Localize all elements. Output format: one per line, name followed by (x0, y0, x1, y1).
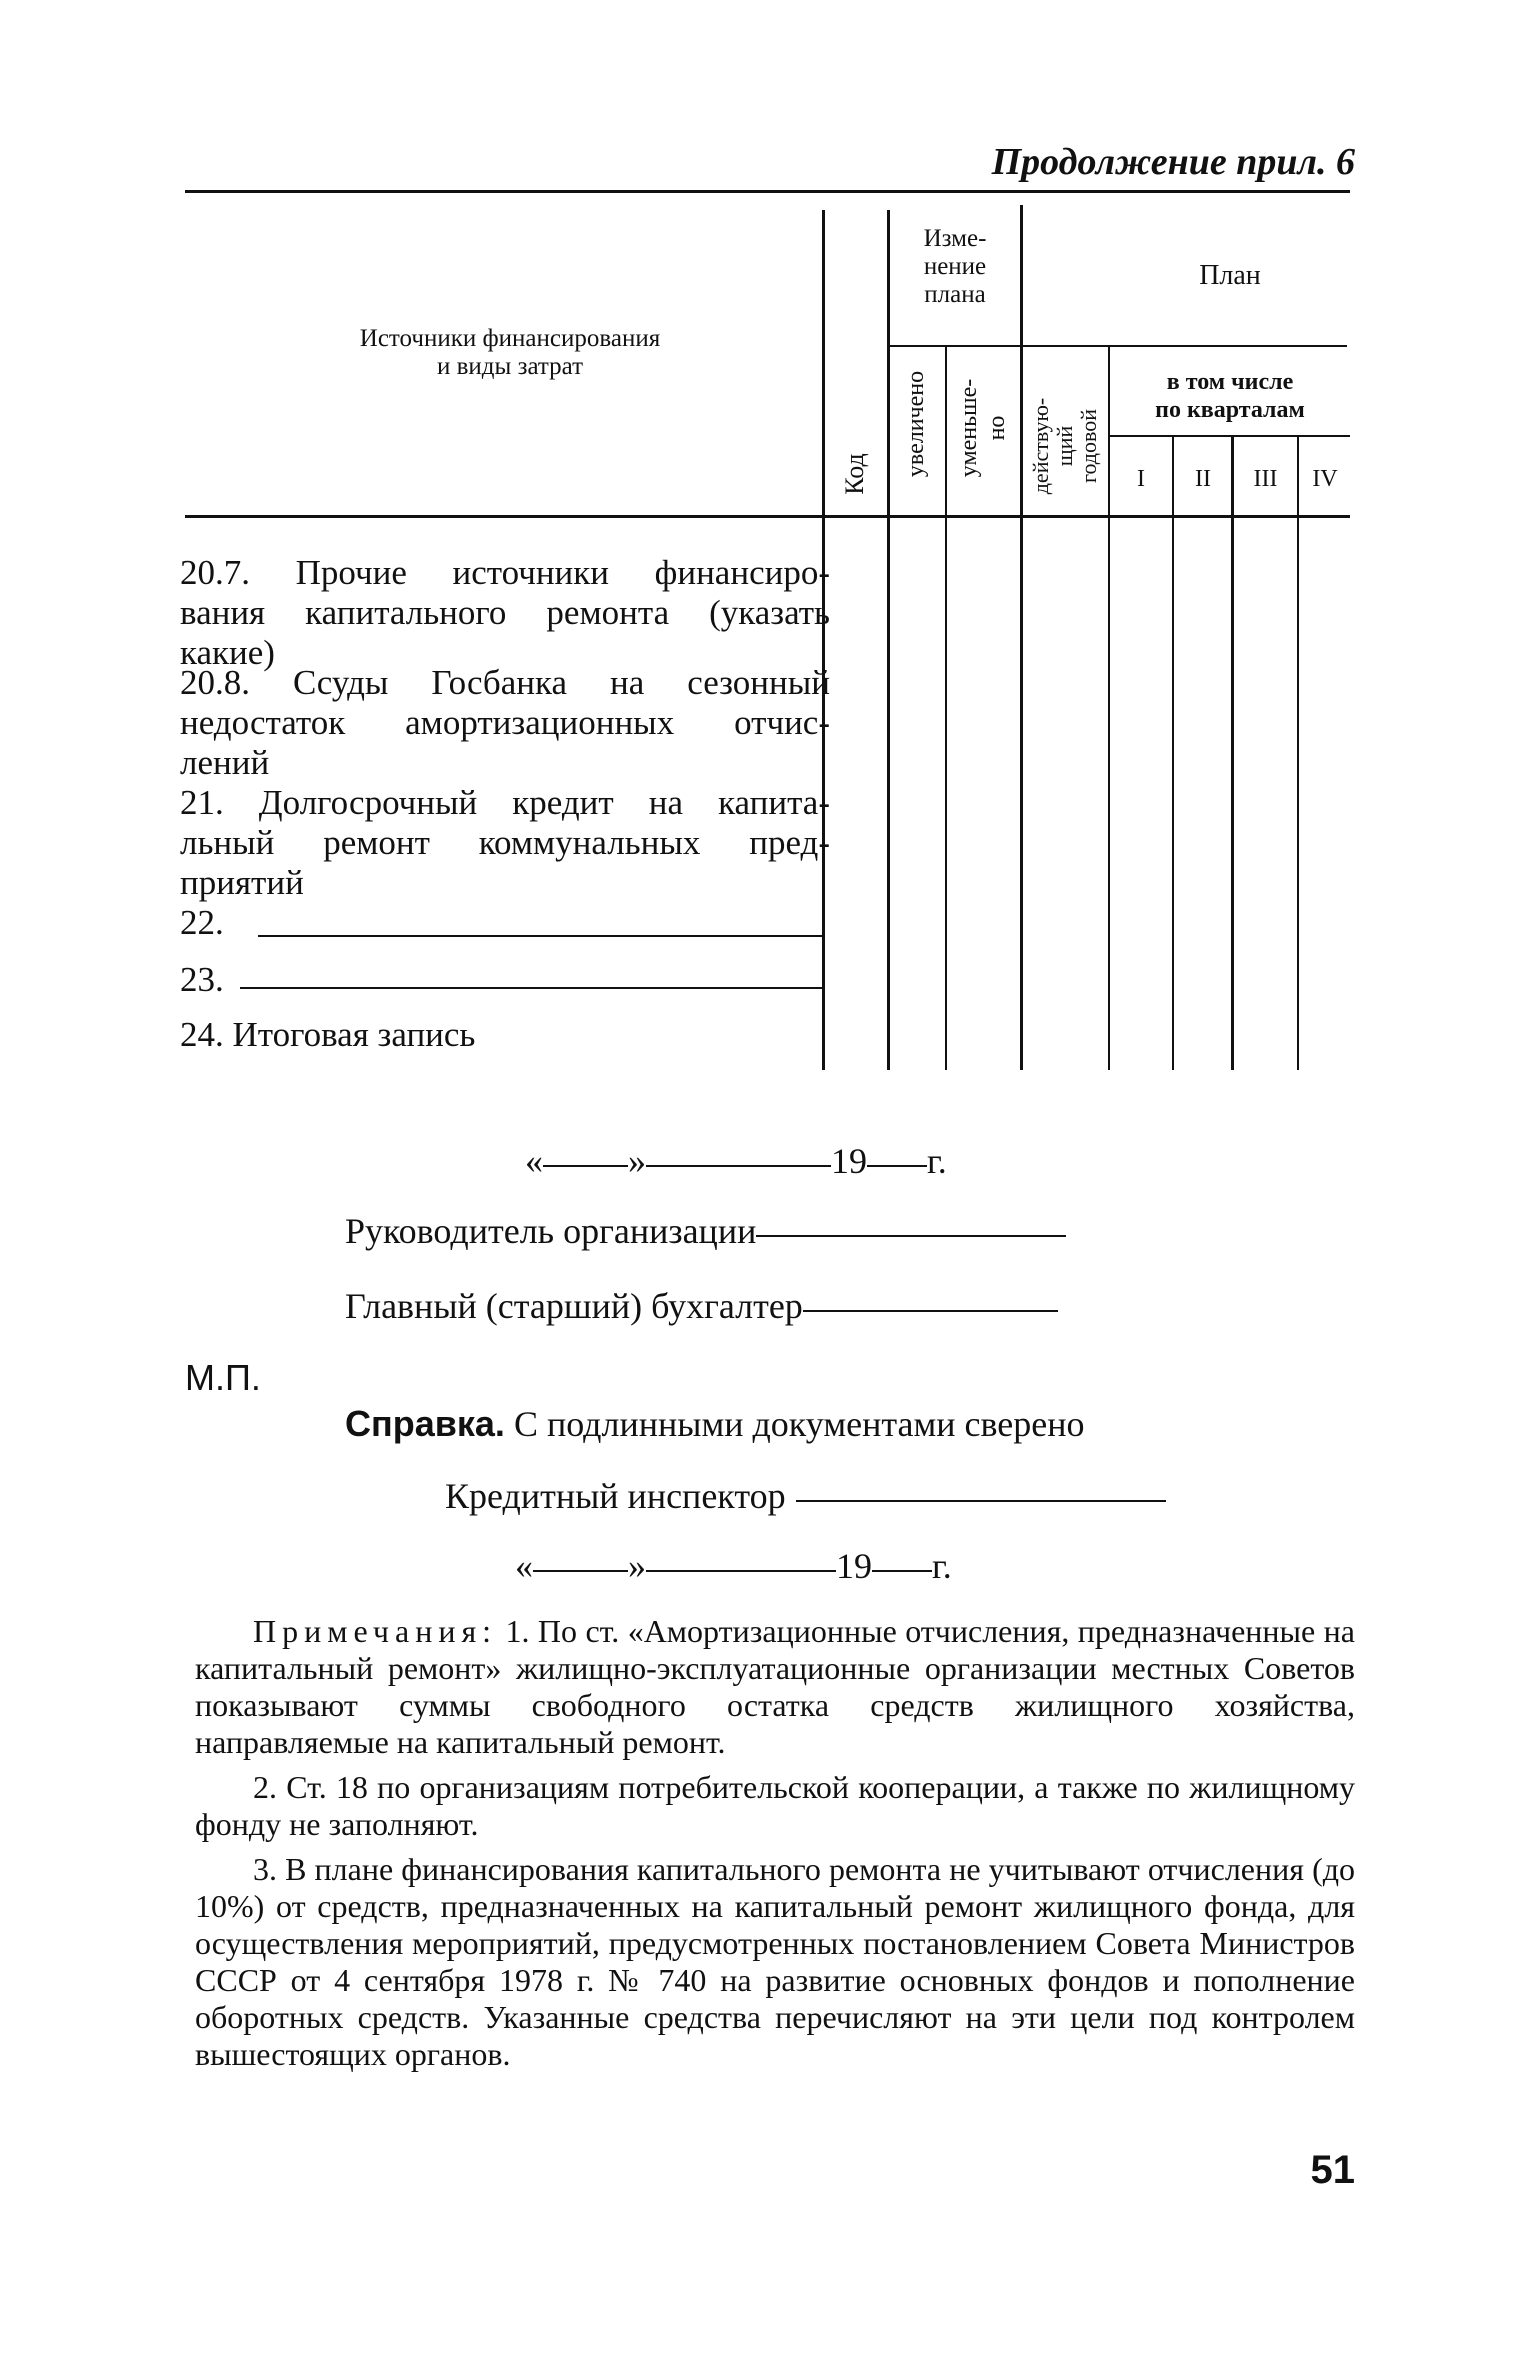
change-header (890, 225, 1020, 309)
sources-header-line2: и виды затрат (436, 353, 583, 380)
row-line: лений (180, 743, 270, 782)
row-22-blank-line (258, 935, 823, 937)
manager-label: Руководитель организации (345, 1211, 757, 1251)
row-line: 20.7. Прочие источники финансиро- (180, 553, 830, 592)
col-line-change-right (1020, 205, 1023, 1070)
date-year: 19 (836, 1546, 872, 1586)
date-suffix: г. (927, 1141, 947, 1181)
col-line-code-right (887, 210, 890, 1070)
inspector-label: Кредитный инспектор (445, 1476, 786, 1516)
table-top-rule (185, 190, 1350, 193)
note-1-text: 1. По ст. «Амортизационные отчисления, предназначенные на капитальный ремонт» жилищно-эксплуатационные организации местных Советов показывают суммы свободного остатка средств жилищного хозяйства, направляемые на капитальный ремонт. (195, 1613, 1355, 1760)
page-number: 51 (1310, 2148, 1355, 2192)
row-23-blank-line (240, 987, 823, 989)
date-year: 19 (831, 1141, 867, 1181)
date-line-2 (515, 1545, 952, 1587)
change-header-line3: плана (924, 281, 986, 308)
table-row (180, 783, 830, 903)
table-row (180, 960, 830, 1000)
row-line: льный ремонт коммунальных пред- (180, 823, 830, 862)
code-header: Код (840, 453, 869, 495)
sources-header-line1: Источники финансирования (359, 325, 661, 352)
accountant-signature (345, 1285, 1058, 1327)
row-line: 23. (180, 960, 224, 999)
date-open-quote: « (525, 1141, 543, 1181)
row-line: 21. Долгосрочный кредит на капита- (180, 783, 830, 822)
change-sub-rule (887, 345, 1347, 347)
row-line: какие) (180, 633, 275, 672)
table-row (180, 903, 830, 943)
date-open-quote: « (515, 1546, 533, 1586)
decrease-header-line1: уменьше- (956, 378, 982, 478)
current-header-line2: щий (1052, 425, 1077, 467)
date-close-quote: » (628, 1546, 646, 1586)
verification-label: Справка. (345, 1403, 505, 1444)
date-suffix: г. (932, 1546, 952, 1586)
quarters-header-line1: в том числе (1166, 369, 1294, 395)
quarters-header (1112, 368, 1348, 424)
quarters-sub-rule (1110, 435, 1350, 437)
current-header-line1: действую- (1028, 397, 1053, 495)
row-line: недостаток амортизационных отчис- (180, 703, 830, 742)
current-header-line3: годовой (1076, 408, 1101, 484)
quarter-1: I (1137, 466, 1145, 492)
quarter-4: IV (1312, 466, 1338, 492)
date-line-1 (525, 1140, 947, 1182)
change-header-line1: Изме- (923, 225, 987, 252)
table-row (180, 1015, 830, 1055)
col-line-current-right (1108, 345, 1110, 1070)
notes-label: Примечания: (253, 1613, 498, 1649)
stamp-label: М.П. (185, 1357, 261, 1398)
increase-header: увеличено (903, 370, 929, 478)
row-line: вания капитального ремонта (указать (180, 593, 830, 632)
change-header-line2: нение (923, 253, 987, 280)
quarters-header-line2: по кварталам (1155, 397, 1305, 423)
page-caption: Продолжение прил. 6 (991, 141, 1355, 183)
table-row (180, 553, 830, 673)
row-line: 24. Итоговая запись (180, 1015, 476, 1054)
decrease-header-line2: но (984, 415, 1010, 441)
note-1 (195, 1613, 1355, 1761)
col-line-incdec (945, 345, 947, 1070)
manager-signature (345, 1210, 1066, 1252)
row-line: приятий (180, 863, 304, 902)
inspector-signature (445, 1475, 1166, 1517)
col-line-q3 (1297, 435, 1299, 1070)
verification-note (345, 1403, 1085, 1445)
sources-header (285, 325, 735, 381)
note-3: 3. В плане финансирования капитального ремонта не учитывают отчисления (до 10%) от средств, предназначенных на капитальный ремонт жилищного фонда, для осуществления мероприятий, предусмотренных постановлением Совета Министров СССР от 4 сентября 1978 г. № 740 на развитие основных фондов и пополнение оборотных средств. Указанные средства перечисляют на эти цели под контролем вышестоящих органов. (195, 1851, 1355, 2072)
quarter-2: II (1195, 466, 1211, 492)
current-header (1029, 366, 1101, 526)
plan-header: План (1199, 260, 1261, 291)
note-2: 2. Ст. 18 по организациям потребительской кооперации, а также по жилищному фонду не заполняют. (195, 1769, 1355, 1842)
quarter-3: III (1253, 466, 1278, 492)
decrease-header (955, 348, 1011, 508)
accountant-label: Главный (старший) бухгалтер (345, 1286, 803, 1326)
notes-block (195, 1613, 1355, 2073)
verification-text: С подлинными документами сверено (513, 1404, 1085, 1444)
date-close-quote: » (628, 1141, 646, 1181)
table-row (180, 663, 830, 783)
row-line: 20.8. Ссуды Госбанка на сезонный (180, 663, 830, 702)
row-line: 22. (180, 903, 224, 942)
col-line-q2 (1231, 435, 1234, 1070)
col-line-q1 (1172, 435, 1174, 1070)
table-header-bottom-rule (185, 515, 1350, 518)
